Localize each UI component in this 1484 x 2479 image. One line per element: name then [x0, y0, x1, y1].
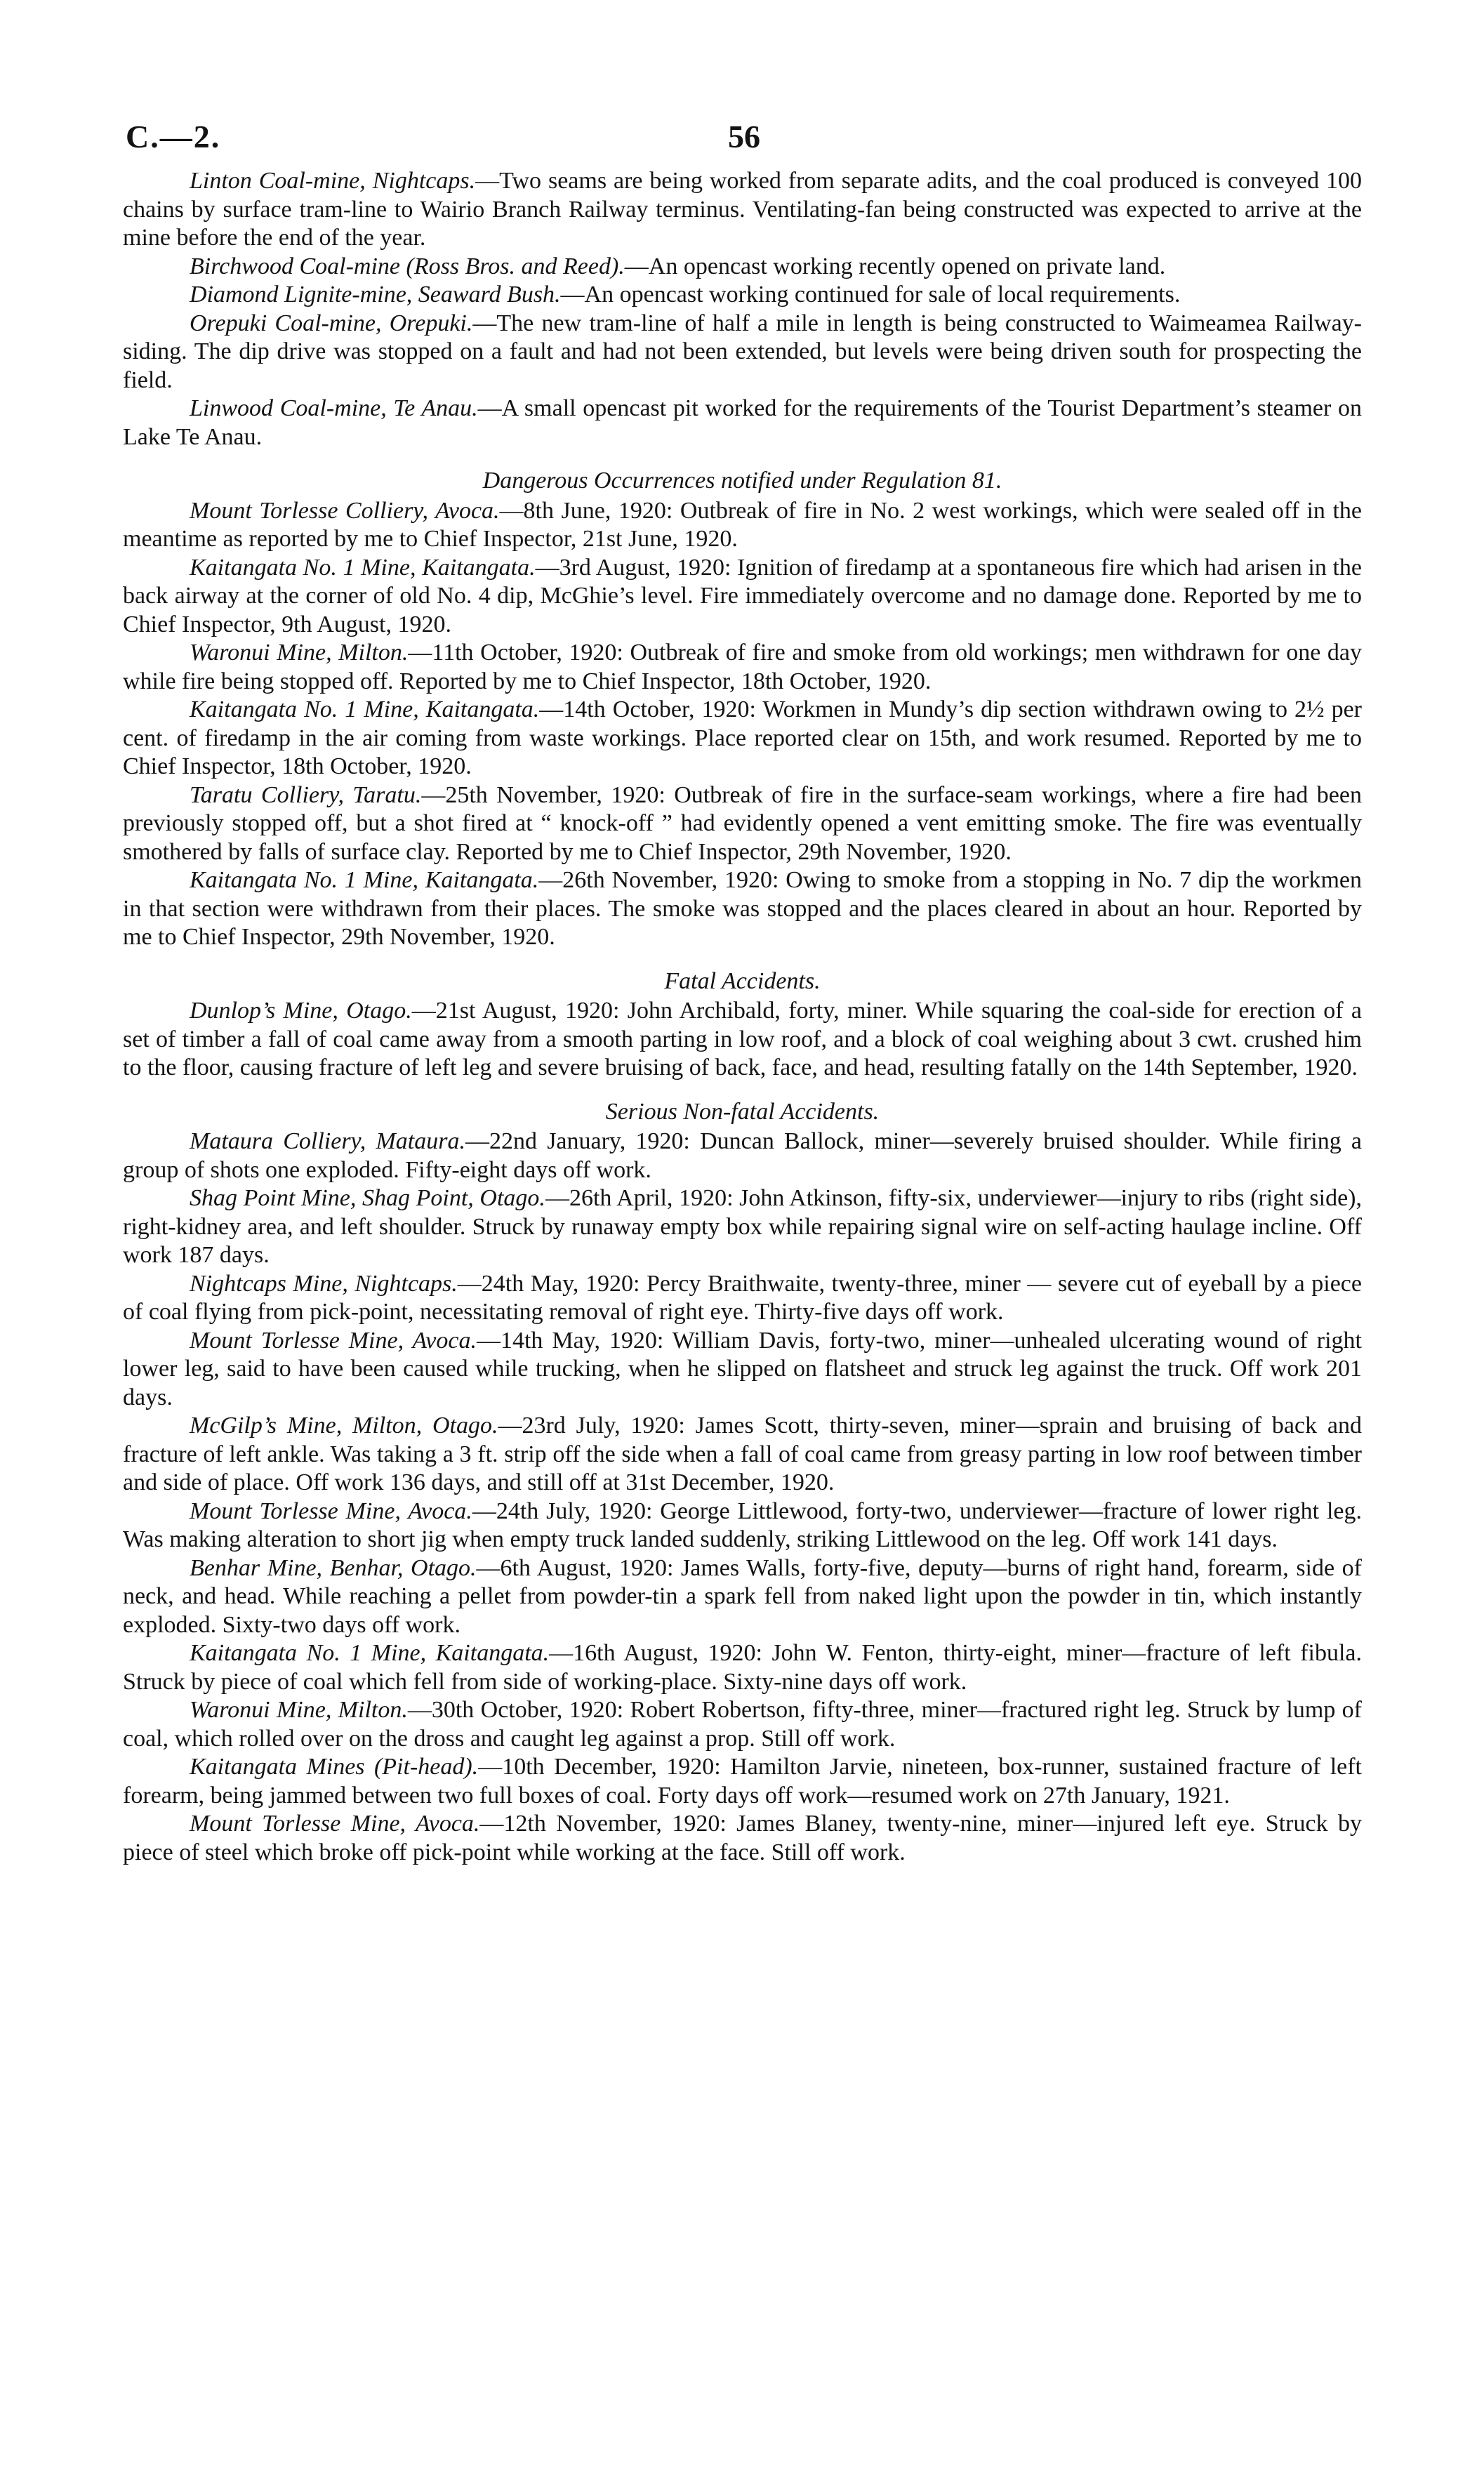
document-reference: C.—2. [126, 119, 221, 154]
paragraph: Mount Torlesse Colliery, Avoca.—8th June, 1920: Outbreak of fire in No. 2 west workings, which were sealed off in the meantime as reported by me to Chief Inspector, 21st June, 1920. [123, 497, 1362, 552]
paragraph: Orepuki Coal-mine, Orepuki.—The new tram-line of half a mile in length is being constructed to Waimeamea Railway-siding. The dip drive was stopped on a fault and had not been extended, but levels were being driven south for prospecting the field. [123, 310, 1362, 393]
paragraph: Kaitangata No. 1 Mine, Kaitangata.—16th August, 1920: John W. Fenton, thirty-eight, miner—fracture of left fibula. Struck by piece of coal which fell from side of working-place. Sixty-nine days off work. [123, 1640, 1362, 1695]
paragraph: Linton Coal-mine, Nightcaps.—Two seams are being worked from separate adits, and the coal produced is conveyed 100 chains by surface tram-line to Wairio Branch Railway terminus. Ventilating-fan being constructed was expected to arrive at the mine before the end of the year. [123, 168, 1362, 251]
paragraph: Diamond Lignite-mine, Seaward Bush.—An opencast working continued for sale of local requirements. [190, 282, 1181, 308]
paragraph: Linwood Coal-mine, Te Anau.—A small opencast pit worked for the requirements of the Tourist Department’s steamer on Lake Te Anau. [123, 395, 1362, 450]
section-serious-non-fatal-accidents [123, 1098, 1362, 1867]
paragraph: Mount Torlesse Mine, Avoca.—24th July, 1920: George Littlewood, forty-two, underviewer—fracture of lower right leg. Was making alteration to short jig when empty truck landed suddenly, striking Littlewood on the leg. Off work 141 days. [123, 1498, 1362, 1552]
section-dangerous-occurrences [123, 467, 1362, 952]
section-mine-notes [123, 167, 1362, 451]
page-number: 56 [728, 119, 760, 154]
paragraph: Dunlop’s Mine, Otago.—21st August, 1920: John Archibald, forty, miner. While squaring the coal-side for erection of a set of timber a fall of coal came away from a smooth parting in low roof, and a block of coal weighing about 3 cwt. crushed him to the floor, causing fracture of left leg and severe bruising of back, face, and head, resulting fatally on the 14th September, 1920. [123, 998, 1363, 1080]
section-fatal-accidents [123, 967, 1362, 1083]
paragraph: Waronui Mine, Milton.—30th October, 1920: Robert Robertson, fifty-three, miner—fractured right leg. Struck by lump of coal, which rolled over on the dross and caught leg against a prop. Still off work. [123, 1697, 1362, 1752]
paragraph: Kaitangata No. 1 Mine, Kaitangata.—14th October, 1920: Workmen in Mundy’s dip section withdrawn owing to 2½ per cent. of firedamp in the air coming from waste workings. Place reported clear on 15th, and work resumed. Reported by me to Chief Inspector, 18th October, 1920. [123, 696, 1362, 779]
paragraph: Nightcaps Mine, Nightcaps.—24th May, 1920: Percy Braithwaite, twenty-three, miner — severe cut of eyeball by a piece of coal flying from pick-point, necessitating removal of right eye. Thirty-five days off work. [123, 1270, 1362, 1325]
paragraph: Waronui Mine, Milton.—11th October, 1920: Outbreak of fire and smoke from old workings; men withdrawn for one day while fire being stopped off. Reported by me to Chief Inspector, 18th October, 1920. [123, 640, 1362, 694]
paragraph: McGilp’s Mine, Milton, Otago.—23rd July, 1920: James Scott, thirty-seven, miner—sprain and bruising of back and fracture of left ankle. Was taking a 3 ft. strip off the side when a fall of coal came from greasy parting in low roof between timber and side of place. Off work 136 days, and still off at 31st December, 1920. [123, 1413, 1362, 1495]
section-heading: Fatal Accidents. [664, 967, 821, 994]
paragraph: Birchwood Coal-mine (Ross Bros. and Reed).—An opencast working recently opened on private land. [190, 253, 1166, 279]
section-heading: Serious Non-fatal Accidents. [605, 1098, 880, 1125]
paragraph: Benhar Mine, Benhar, Otago.—6th August, 1920: James Walls, forty-five, deputy—burns of right hand, forearm, side of neck, and head. While reaching a pellet from powder-tin a spark fell from naked light upon the powder in tin, which instantly exploded. Sixty-two days off work. [123, 1554, 1363, 1638]
paragraph: Mataura Colliery, Mataura.—22nd January, 1920: Duncan Ballock, miner—severely bruised shoulder. While firing a group of shots one exploded. Fifty-eight days off work. [123, 1128, 1363, 1183]
paragraph: Kaitangata No. 1 Mine, Kaitangata.—26th November, 1920: Owing to smoke from a stopping in No. 7 dip the workmen in that section were withdrawn from their places. The smoke was stopped and the places cleared in about an hour. Reported by me to Chief Inspector, 29th November, 1920. [123, 867, 1362, 950]
paragraph: Shag Point Mine, Shag Point, Otago.—26th April, 1920: John Atkinson, fifty-six, underviewer—injury to ribs (right side), right-kidney area, and left shoulder. Struck by runaway empty box while repairing signal wire on self-acting haulage incline. Off work 187 days. [123, 1185, 1362, 1268]
paragraph: Mount Torlesse Mine, Avoca.—14th May, 1920: William Davis, forty-two, miner—unhealed ulcerating wound of right lower leg, said to have been caused while trucking, when he slipped on flatsheet and struck leg against the truck. Off work 201 days. [123, 1327, 1362, 1410]
paragraph: Mount Torlesse Mine, Avoca.—12th November, 1920: James Blaney, twenty-nine, miner—injured left eye. Struck by piece of steel which broke off pick-point while working at the face. Still off work. [123, 1811, 1362, 1865]
paragraph: Taratu Colliery, Taratu.—25th November, 1920: Outbreak of fire in the surface-seam workings, where a fire had been previously stopped off, but a shot fired at “ knock-off ” had evidently opened a vent emitting smoke. The fire was eventually smothered by falls of surface clay. Reported by me to Chief Inspector, 29th November, 1920. [123, 781, 1362, 865]
page-header [123, 105, 1362, 161]
paragraph: Kaitangata Mines (Pit-head).—10th December, 1920: Hamilton Jarvie, nineteen, box-runner, sustained fracture of left forearm, being jammed between two full boxes of coal. Forty days off work—resumed work on 27th January, 1921. [123, 1754, 1362, 1809]
paragraph: Kaitangata No. 1 Mine, Kaitangata.—3rd August, 1920: Ignition of firedamp at a spontaneous fire which had arisen in the back airway at the corner of old No. 4 dip, McGhie’s level. Fire immediately overcome and no damage done. Reported by me to Chief Inspector, 9th August, 1920. [123, 554, 1362, 637]
section-heading: Dangerous Occurrences notified under Regulation 81. [482, 468, 1002, 494]
document-page [123, 105, 1362, 1867]
